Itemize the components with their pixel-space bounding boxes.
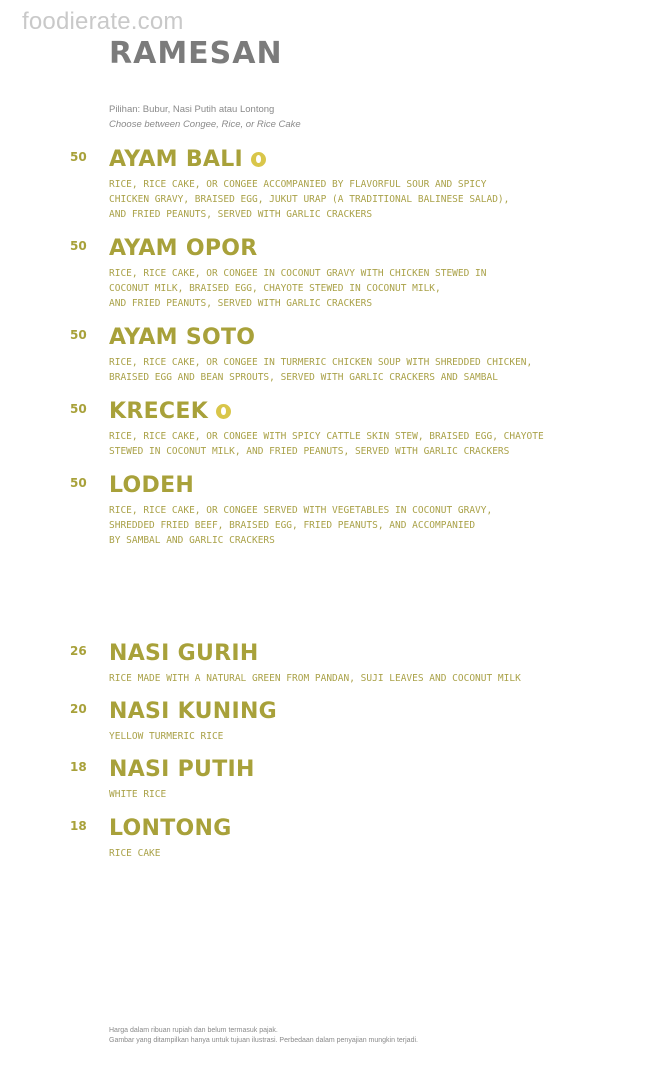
item-name-text: AYAM BALI: [109, 147, 244, 172]
item-price: 26: [70, 644, 87, 658]
footer-note: [109, 1026, 418, 1046]
choice-note: [109, 102, 301, 132]
item-description-line: STEWED IN COCONUT MILK, AND FRIED PEANUTS, SERVED WITH GARLIC CRACKERS: [109, 446, 510, 457]
spicy-icon: [216, 404, 231, 419]
item-name-text: AYAM SOTO: [109, 325, 256, 350]
item-name: [109, 325, 255, 350]
item-price: 50: [70, 150, 87, 164]
choice-note-id: Pilihan: Bubur, Nasi Putih atau Lontong: [109, 104, 275, 115]
item-price: 50: [70, 328, 87, 342]
item-name: [109, 147, 266, 172]
item-description: [109, 266, 609, 311]
item-price: 18: [70, 760, 87, 774]
item-description: [109, 355, 609, 385]
item-name: [109, 699, 277, 724]
item-description: [109, 671, 609, 686]
item-name-text: KRECEK: [109, 399, 209, 424]
spicy-icon: [251, 152, 266, 167]
item-name: [109, 236, 258, 261]
item-description-line: BY SAMBAL AND GARLIC CRACKERS: [109, 535, 275, 546]
item-description-line: CHICKEN GRAVY, BRAISED EGG, JUKUT URAP (A TRADITIONAL BALINESE SALAD),: [109, 194, 510, 205]
item-description-line: RICE, RICE CAKE, OR CONGEE IN COCONUT GRAVY WITH CHICKEN STEWED IN: [109, 268, 487, 279]
item-name: [109, 473, 194, 498]
item-description-line: RICE CAKE: [109, 848, 161, 859]
item-description-line: AND FRIED PEANUTS, SERVED WITH GARLIC CRACKERS: [109, 209, 373, 220]
item-description-line: RICE, RICE CAKE, OR CONGEE WITH SPICY CATTLE SKIN STEW, BRAISED EGG, CHAYOTE: [109, 431, 544, 442]
item-description-line: SHREDDED FRIED BEEF, BRAISED EGG, FRIED PEANUTS, AND ACCOMPANIED: [109, 520, 476, 531]
item-name-text: NASI PUTIH: [109, 757, 255, 782]
item-price: 20: [70, 702, 87, 716]
item-description: [109, 177, 609, 222]
item-description-line: RICE, RICE CAKE, OR CONGEE SERVED WITH VEGETABLES IN COCONUT GRAVY,: [109, 505, 493, 516]
choice-note-en: Choose between Congee, Rice, or Rice Cake: [109, 119, 301, 130]
item-name-text: LODEH: [109, 473, 195, 498]
item-name: [109, 399, 231, 424]
watermark: foodierate.com: [22, 8, 184, 35]
item-name-text: NASI GURIH: [109, 641, 259, 666]
item-price: 18: [70, 819, 87, 833]
item-description-line: BRAISED EGG AND BEAN SPROUTS, SERVED WITH GARLIC CRACKERS AND SAMBAL: [109, 372, 498, 383]
item-name-text: AYAM OPOR: [109, 236, 258, 261]
item-name-text: NASI KUNING: [109, 699, 278, 724]
footer-line: Harga dalam ribuan rupiah dan belum termasuk pajak.: [109, 1027, 278, 1034]
item-description-line: RICE, RICE CAKE, OR CONGEE ACCOMPANIED BY FLAVORFUL SOUR AND SPICY: [109, 179, 487, 190]
item-name: [109, 757, 255, 782]
item-name: [109, 816, 232, 841]
item-price: 50: [70, 476, 87, 490]
item-description-line: WHITE RICE: [109, 789, 167, 800]
footer-line: Gambar yang ditampilkan hanya untuk tujuan ilustrasi. Perbedaan dalam penyajian mungkin terjadi.: [109, 1037, 418, 1044]
item-description: [109, 729, 609, 744]
item-description-line: RICE, RICE CAKE, OR CONGEE IN TURMERIC CHICKEN SOUP WITH SHREDDED CHICKEN,: [109, 357, 533, 368]
item-description: [109, 503, 609, 548]
item-description-line: YELLOW TURMERIC RICE: [109, 731, 224, 742]
item-name: [109, 641, 259, 666]
item-description-line: COCONUT MILK, BRAISED EGG, CHAYOTE STEWED IN COCONUT MILK,: [109, 283, 441, 294]
item-description: [109, 787, 609, 802]
page-title: RAMESAN: [109, 36, 283, 71]
item-name-text: LONTONG: [109, 816, 232, 841]
item-description: [109, 429, 609, 459]
item-price: 50: [70, 402, 87, 416]
item-description-line: RICE MADE WITH A NATURAL GREEN FROM PANDAN, SUJI LEAVES AND COCONUT MILK: [109, 673, 521, 684]
item-description: [109, 846, 609, 861]
item-price: 50: [70, 239, 87, 253]
item-description-line: AND FRIED PEANUTS, SERVED WITH GARLIC CRACKERS: [109, 298, 373, 309]
